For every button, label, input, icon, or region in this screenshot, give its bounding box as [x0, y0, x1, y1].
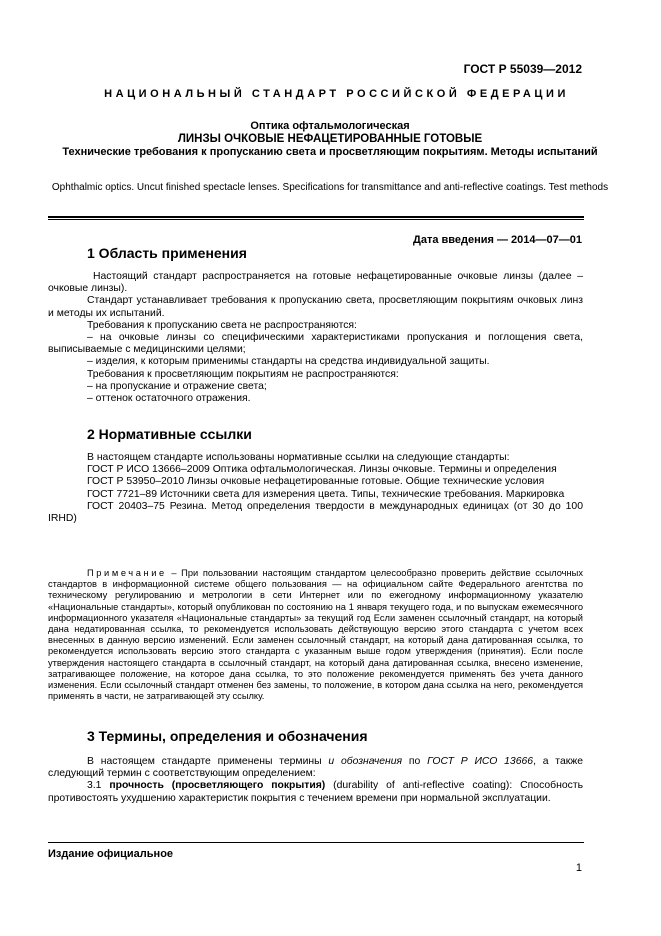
- term-definition: [48, 780, 583, 804]
- section-2-paragraph: В настоящем стандарте использованы нормативные ссылки на следующие стандарты:: [87, 452, 510, 463]
- document-number: ГОСТ Р 55039—2012: [463, 62, 582, 76]
- national-standard-banner: НАЦИОНАЛЬНЫЙ СТАНДАРТ РОССИЙСКОЙ ФЕДЕРАЦИИ: [104, 88, 569, 100]
- footer-divider: [48, 842, 584, 843]
- reference-item: ГОСТ 20403–75 Резина. Метод определения твердости в международных единицах (от 30 до 100 IRHD): [48, 500, 583, 525]
- reference-item: ГОСТ Р ИСО 13666–2009 Оптика офтальмологическая. Линзы очковые. Термины и определения: [87, 464, 557, 476]
- section-1-paragraph: Стандарт устанавливает требования к пропусканию света, просветляющим покрытиям очковых линз и методы их испытаний.: [48, 295, 583, 319]
- term-text: (durability of anti-reflective coating): Способность противостоять ухудшению характеристик покрытия с течением времени при нормальной эксплуатации.: [48, 780, 583, 804]
- section-1-list-item: – изделия, к которым применимы стандарты на средства индивидуальной защиты.: [87, 356, 490, 368]
- title-line-3: Технические требования к пропусканию света и просветляющим покрытиям. Методы испытаний: [62, 146, 598, 158]
- text-run: , а также следующий термин с соответствующим определением:: [48, 756, 584, 780]
- reference-italic: ГОСТ Р ИСО 13666: [427, 756, 534, 767]
- title-divider: [48, 216, 584, 218]
- section-1-body: [48, 271, 583, 405]
- section-3-heading: 3 Термины, определения и обозначения: [87, 728, 368, 744]
- section-1-paragraph: Требования к просветляющим покрытиям не распространяются:: [87, 368, 399, 380]
- section-1-heading: 1 Область применения: [87, 245, 247, 261]
- note-paragraph: [48, 568, 583, 702]
- text-run: В настоящем стандарте применены термины: [87, 756, 329, 767]
- section-1-paragraph: Требования к пропусканию света не распространяются:: [87, 319, 357, 331]
- note-label: Примечание: [87, 568, 167, 578]
- text-run-italic: и обозначения: [328, 756, 403, 767]
- title-divider-thin: [48, 219, 584, 220]
- section-3-body: [48, 756, 583, 805]
- title-block: [48, 120, 612, 159]
- section-1-paragraph: Настоящий стандарт распространяется на готовые нефацетированные очковые линзы (далее – очковые линзы).: [48, 271, 583, 295]
- reference-item: ГОСТ 7721–89 Источники света для измерения цвета. Типы, технические требования. Маркировка: [87, 488, 565, 500]
- introduction-date: Дата введения — 2014—07—01: [413, 234, 582, 246]
- reference-item: ГОСТ Р 53950–2010 Линзы очковые нефацетированные готовые. Общие технические условия: [87, 476, 545, 488]
- note-block: [48, 568, 583, 702]
- title-line-1: Оптика офтальмологическая: [250, 120, 410, 132]
- term-number: 3.1: [87, 780, 110, 792]
- section-1-list-item: – оттенок остаточного отражения.: [87, 393, 251, 405]
- title-english: Ophthalmic optics. Uncut finished spectacle lenses. Specifications for transmittance and anti-reflective coatings. Test methods: [51, 182, 609, 193]
- note-text: – При пользовании настоящим стандартом целесообразно проверить действие ссылочных стандартов в информационной системе общего пользования — на официальном сайте Федерального агентства по техническому регулированию и метрологии в сети Интернет или по ежегодному информационному указателю «Национальные стандарты», который опубликован по состоянию на 1 января текущего года, и по выпускам ежемесячного информационного указателя «Национальные стандарты» за текущий год Если заменен ссылочный стандарт, на который дана недатированная ссылка, то рекомендуется использовать действующую версию этого стандарта с учетом всех внесенных в данную версию изменений. Если заменен ссылочный стандарт, на который дана датированная ссылка, то рекомендуется использовать версию этого стандарта с указанным выше годом утверждения (принятия). Если после утверждения настоящего стандарта в ссылочный стандарт, на который дана датированная ссылка, внесено изменение, затрагивающее положение, на которое дана ссылка, то это положение рекомендуется применять без учета данного изменения. Если ссылочный стандарт отменен без замены, то положение, в котором дана ссылка на него, рекомендуется применять в части, не затрагивающей эту ссылку.: [48, 568, 583, 702]
- term-name: прочность (просветляющего покрытия): [109, 780, 326, 792]
- text-run: по: [402, 756, 428, 767]
- edition-label: Издание официальное: [48, 848, 174, 860]
- section-1-list-item: – на очковые линзы со специфическими характеристиками пропускания и поглощения света, выписываемые с медицинскими целями;: [48, 332, 583, 356]
- section-2-heading: 2 Нормативные ссылки: [87, 426, 252, 442]
- page-number: 1: [575, 862, 582, 874]
- title-line-2: ЛИНЗЫ ОЧКОВЫЕ НЕФАЦЕТИРОВАННЫЕ ГОТОВЫЕ: [177, 133, 483, 145]
- section-1-list-item: – на пропускание и отражение света;: [87, 380, 267, 392]
- section-3-paragraph: [48, 756, 583, 780]
- section-2-body: [48, 452, 583, 525]
